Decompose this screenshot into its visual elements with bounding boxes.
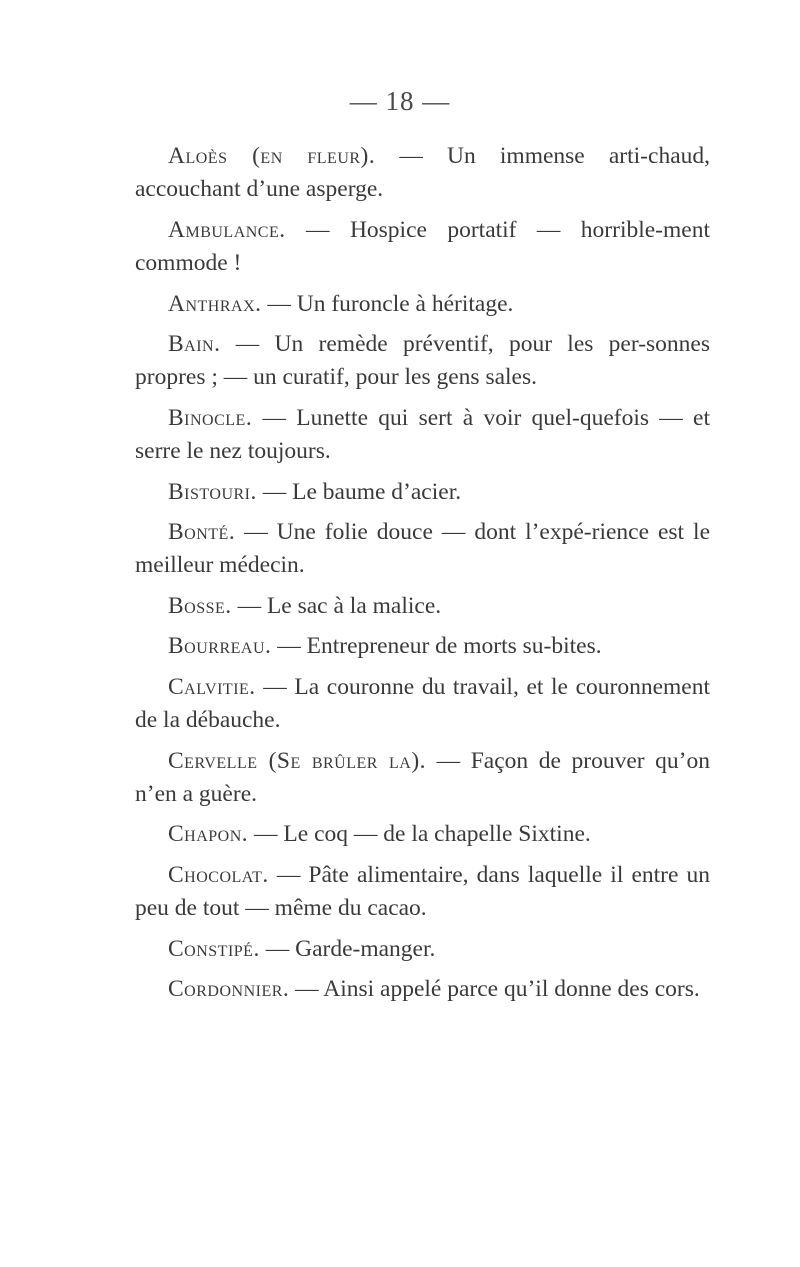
entry-term: Bosse. bbox=[168, 592, 232, 619]
entry-definition: — La couronne du travail, et le couronnement de la débauche. bbox=[135, 673, 710, 734]
entry-bistouri bbox=[135, 476, 710, 509]
entry-definition: — Façon de prouver qu’on n’en a guère. bbox=[135, 747, 711, 807]
entry-definition: — Pâte alimentaire, dans laquelle il entre un peu de tout — même du cacao. bbox=[135, 861, 711, 922]
entry-definition: — Ainsi appelé parce qu’il donne des cors. bbox=[295, 975, 700, 1002]
entry-term: Constipé. bbox=[168, 935, 260, 962]
entry-term: Chapon. bbox=[168, 821, 249, 848]
entry-term: Bonté. bbox=[168, 519, 236, 546]
entry-term: Binocle. bbox=[168, 404, 253, 431]
entry-anthrax bbox=[135, 288, 710, 321]
entry-definition: — Un furoncle à héritage. bbox=[267, 290, 514, 317]
entry-definition: — Une folie douce — dont l’expé-rience est le meilleur médecin. bbox=[135, 519, 711, 579]
entry-bain bbox=[135, 328, 710, 395]
entry-term: Cordonnier. bbox=[168, 975, 290, 1002]
entry-aloes bbox=[135, 140, 710, 207]
entry-cervelle bbox=[135, 745, 710, 812]
entry-bosse bbox=[135, 590, 710, 623]
entry-bonte bbox=[135, 516, 710, 583]
entry-definition: — Lunette qui sert à voir quel-quefois — et serre le nez toujours. bbox=[135, 404, 710, 465]
entry-definition: — Hospice portatif — horrible-ment commode ! bbox=[135, 216, 711, 277]
entry-chocolat bbox=[135, 859, 710, 926]
entry-definition: — Le coq — de la chapelle Sixtine. bbox=[254, 821, 591, 848]
entry-chapon bbox=[135, 818, 710, 851]
entry-definition: — Entrepreneur de morts su-bites. bbox=[277, 633, 602, 660]
entry-term: Cervelle (Se brûler la). bbox=[168, 747, 427, 774]
entry-calvitie bbox=[135, 671, 710, 738]
entry-term: Aloès (en fleur). bbox=[168, 143, 376, 169]
entry-term: Chocolat. bbox=[168, 861, 269, 888]
entry-term: Bain. bbox=[168, 331, 221, 358]
entry-definition: — Le sac à la malice. bbox=[237, 592, 442, 619]
entry-binocle bbox=[135, 402, 710, 469]
entry-term: Anthrax. bbox=[168, 290, 262, 317]
entry-term: Bourreau. bbox=[168, 633, 272, 660]
entry-cordonnier bbox=[135, 973, 710, 1006]
entry-term: Ambulance. bbox=[168, 216, 286, 243]
entry-term: Bistouri. bbox=[168, 478, 257, 505]
entry-constipe bbox=[135, 933, 710, 966]
dictionary-entries bbox=[135, 140, 710, 1013]
entry-ambulance bbox=[135, 214, 710, 281]
entry-bourreau bbox=[135, 630, 710, 663]
entry-definition: — Garde-manger. bbox=[265, 935, 436, 962]
entry-definition: — Le baume d’acier. bbox=[262, 478, 462, 505]
page-number: — 18 — bbox=[349, 86, 451, 116]
entry-definition: — Un remède préventif, pour les per-sonnes propres ; — un curatif, pour les gens sales. bbox=[135, 331, 711, 391]
entry-term: Calvitie. bbox=[168, 673, 256, 700]
entry-definition: — Un immense arti-chaud, accouchant d’une asperge. bbox=[135, 143, 710, 203]
